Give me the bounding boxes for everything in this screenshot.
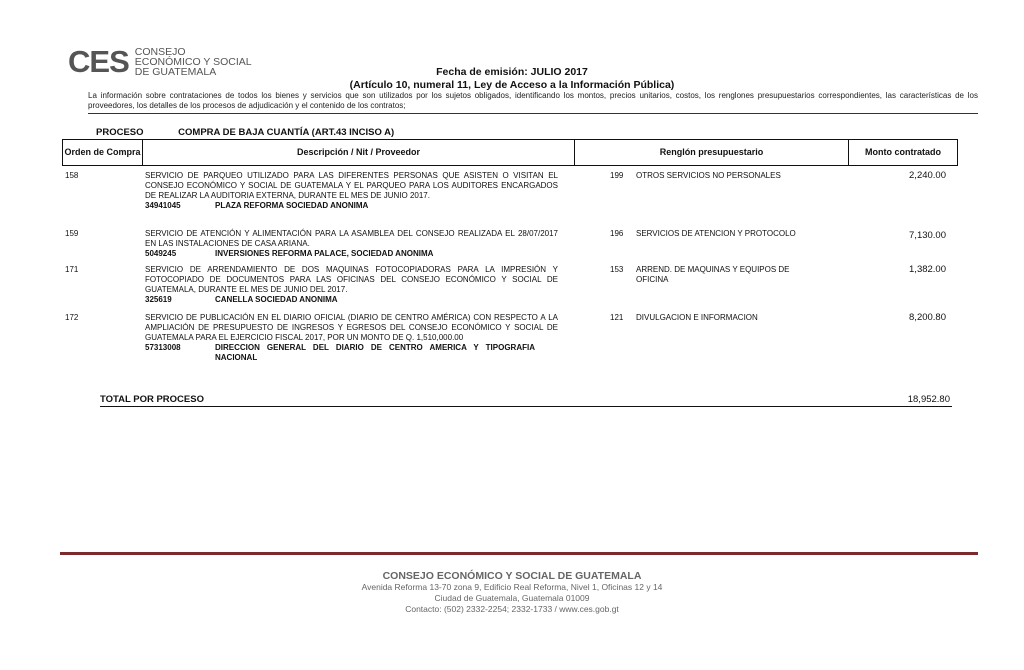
logo-line-2: ECONÓMICO Y SOCIAL <box>134 55 252 68</box>
footer-rule <box>60 552 978 555</box>
nit: 57313008 <box>145 343 181 352</box>
descripcion-text: SERVICIO DE ATENCIÓN Y ALIMENTACIÓN PARA LA ASAMBLEA DEL CONSEJO REALIZADA EL 28/07/2017 EN LAS INSTALACIONES DE CASA ARIANA. <box>145 229 558 248</box>
renglon-codigo: 153 <box>610 265 624 274</box>
footer-org: CONSEJO ECONÓMICO Y SOCIAL DE GUATEMALA <box>382 570 642 582</box>
footer <box>0 570 1024 615</box>
renglon-nombre: ARREND. DE MAQUINAS Y EQUIPOS DE OFICINA <box>636 265 790 284</box>
monto-cell: 8,200.80 <box>909 312 946 323</box>
table-header <box>62 139 958 166</box>
proveedor: INVERSIONES REFORMA PALACE, SOCIEDAD ANONIMA <box>215 249 434 258</box>
descripcion-cell <box>145 265 558 305</box>
footer-city: Ciudad de Guatemala, Guatemala 01009 <box>434 593 590 603</box>
descripcion-cell <box>145 171 558 211</box>
descripcion-cell <box>145 229 558 259</box>
footer-contact: Contacto: (502) 2332-2254; 2332-1733 / www.ces.gob.gt <box>405 604 619 614</box>
orden-cell: 159 <box>65 229 79 238</box>
monto-cell: 1,382.00 <box>909 264 946 275</box>
nit: 325619 <box>145 295 172 304</box>
renglon-nombre: DIVULGACION E INFORMACION <box>636 313 758 322</box>
footer-address: Avenida Reforma 13-70 zona 9, Edificio Real Reforma, Nivel 1, Oficinas 12 y 14 <box>361 582 663 592</box>
proveedor: DIRECCION GENERAL DEL DIARIO DE CENTRO AMERICA Y TIPOGRAFIA NACIONAL <box>215 343 535 362</box>
nit: 34941045 <box>145 201 181 210</box>
table-row <box>0 171 1024 227</box>
renglon-nombre: SERVICIOS DE ATENCION Y PROTOCOLO <box>636 229 796 238</box>
proceso-label: PROCESO <box>96 127 144 138</box>
table-row <box>0 313 1024 379</box>
proveedor: CANELLA SOCIEDAD ANONIMA <box>215 295 338 304</box>
descripcion-cell <box>145 313 558 363</box>
renglon-codigo: 121 <box>610 313 624 322</box>
fecha-emision: Fecha de emisión: JULIO 2017 <box>436 66 588 78</box>
proveedor-line <box>145 343 558 363</box>
renglon-codigo: 199 <box>610 171 624 180</box>
orden-cell: 172 <box>65 313 79 322</box>
document-header <box>0 66 1024 92</box>
column-header-renglon: Renglón presupuestario <box>575 140 849 165</box>
proveedor-line <box>145 295 558 305</box>
table-row <box>0 229 1024 263</box>
logo-line-3: DE GUATEMALA <box>134 65 217 78</box>
column-header-orden: Orden de Compra <box>63 140 143 165</box>
articulo-ley: (Artículo 10, numeral 11, Ley de Acceso a la Información Pública) <box>349 79 675 91</box>
descripcion-text: SERVICIO DE ARRENDAMIENTO DE DOS MAQUINAS FOTOCOPIADORAS PARA LA IMPRESIÓN Y FOTOCOPIADO DE DOCUMENTOS PARA LAS OFICINAS DEL CONSEJO ECONÓMICO Y SOCIAL DE GUATEMALA, DURANTE EL MES DE JUNIO DEL 2017. <box>145 265 558 294</box>
orden-cell: 158 <box>65 171 79 180</box>
monto-cell: 2,240.00 <box>909 170 946 181</box>
renglon-codigo: 196 <box>610 229 624 238</box>
descripcion-text: SERVICIO DE PUBLICACIÓN EN EL DIARIO OFICIAL (DIARIO DE CENTRO AMÉRICA) CON RESPECTO A LA AMPLIACIÓN DE PRESUPUESTO DE INGRESOS Y EGRESOS DEL CONSEJO ECONÓMICO Y SOCIAL DE GUATEMALA PARA EL EJERCICIO FISCAL 2017, POR UN MONTO DE Q. 1,510,000.00 <box>145 313 558 342</box>
header-divider <box>88 113 978 114</box>
logo-mark: CES <box>68 44 129 79</box>
column-header-monto: Monto contratado <box>865 147 941 157</box>
proceso-line <box>96 127 394 138</box>
total-amount: 18,952.80 <box>907 394 950 405</box>
proveedor: PLAZA REFORMA SOCIEDAD ANONIMA <box>215 201 369 210</box>
column-header-descripcion: Descripción / Nit / Proveedor <box>143 140 575 165</box>
proveedor-line <box>145 249 558 259</box>
total-label: TOTAL POR PROCESO <box>100 394 204 405</box>
descripcion-text: SERVICIO DE PARQUEO UTILIZADO PARA LAS DIFERENTES PERSONAS QUE ASISTEN O VISITAN EL CONSEJO ECONÓMICO Y SOCIAL DE GUATEMALA Y EL PARQUEO PARA LOS AUDITORES ENCARGADOS DE REALIZAR LA AUDITORIA EXTERNA, DURANTE EL MES DE JUNIO 2017. <box>145 171 558 200</box>
proceso-value: COMPRA DE BAJA CUANTÍA (ART.43 INCISO A) <box>178 127 395 138</box>
monto-cell: 7,130.00 <box>909 230 946 241</box>
nit: 5049245 <box>145 249 177 258</box>
renglon-nombre: OTROS SERVICIOS NO PERSONALES <box>636 171 781 180</box>
total-row <box>100 394 952 407</box>
logo-line-1: CONSEJO <box>134 45 186 58</box>
table-row <box>0 265 1024 309</box>
orden-cell: 171 <box>65 265 79 274</box>
proveedor-line <box>145 201 558 211</box>
intro-paragraph: La información sobre contrataciones de todos los bienes y servicios que son utilizados por los sujetos obligados, identificando los montos, precios unitarios, costos, los renglones presupuestarios correspondientes, las características de los proveedores, los detalles de los procesos de adjudicación y el contenido de los contratos; <box>88 91 978 110</box>
